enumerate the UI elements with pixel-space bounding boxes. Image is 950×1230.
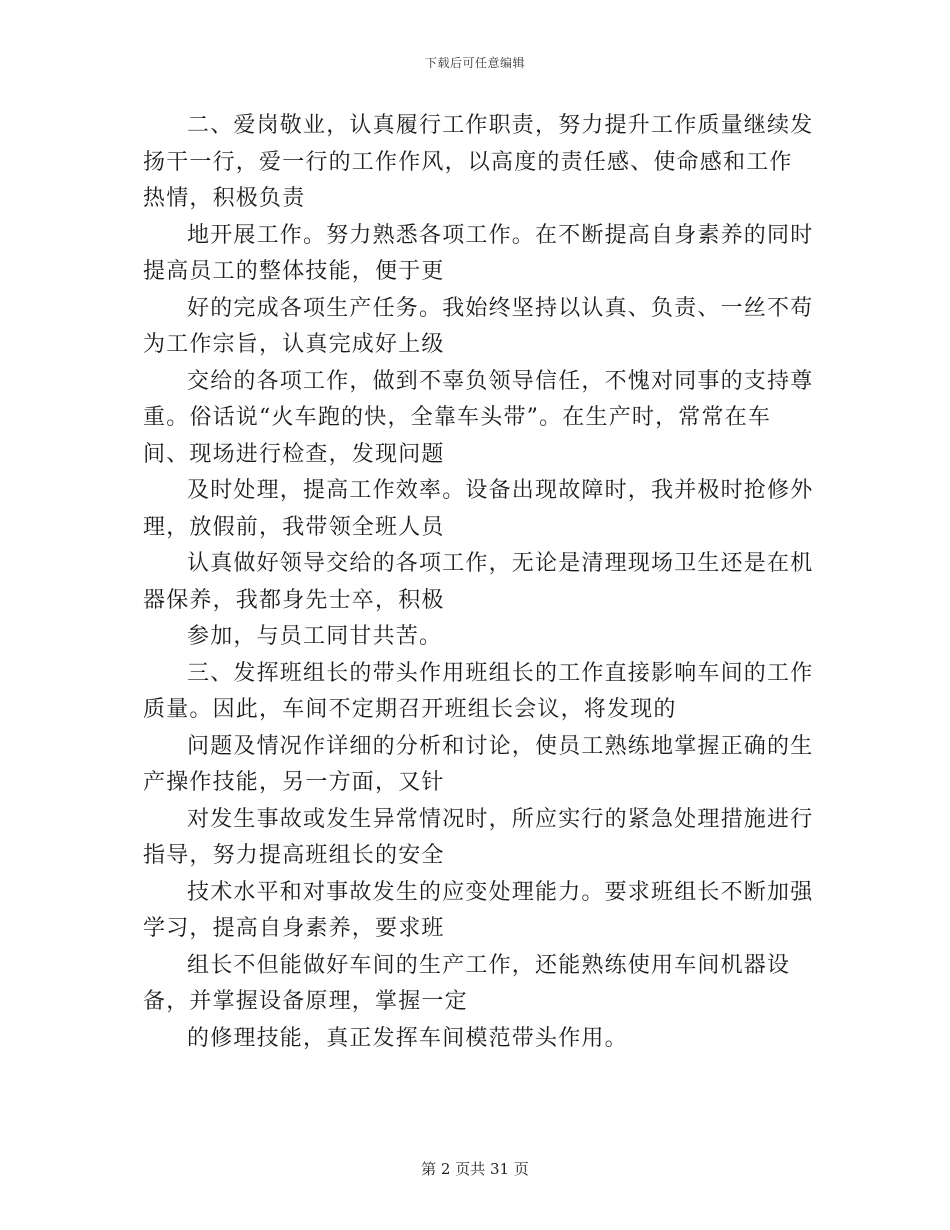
paragraph: 问题及情况作详细的分析和讨论，使员工熟练地掌握正确的生产操作技能，另一方面，又针 [143,733,814,795]
paragraph: 三、发挥班组长的带头作用班组长的工作直接影响车间的工作质量。因此，车间不定期召开班组长会议，将发现的 [143,660,814,722]
paragraph: 好的完成各项生产任务。我始终坚持以认真、负责、一丝不苟为工作宗旨，认真完成好上级 [143,295,814,357]
page-number-footer: 第 2 页共 31 页 [421,1160,529,1178]
page-header: 下载后可任意编辑 [424,56,525,70]
paragraph: 技术水平和对事故发生的应变处理能力。要求班组长不断加强学习，提高自身素养，要求班 [143,879,814,941]
paragraph: 的修理技能，真正发挥车间模范带头作用。 [187,1025,628,1051]
paragraph: 及时处理，提高工作效率。设备出现故障时，我并极时抢修外理，放假前，我带领全班人员 [143,478,814,540]
paragraph: 交给的各项工作，做到不辜负领导信任，不愧对同事的支持尊重。俗话说“火车跑的快，全靠车头带”。在生产时，常常在车间、现场进行检查，发现问题 [143,368,814,467]
document-body [143,108,815,1057]
paragraph: 二、爱岗敬业，认真履行工作职责，努力提升工作质量继续发扬干一行，爱一行的工作作风，以高度的责任感、使命感和工作热情，积极负责 [143,113,814,211]
paragraph: 参加，与员工同甘共苦。 [187,624,443,649]
paragraph: 地开展工作。努力熟悉各项工作。在不断提高自身素养的同时提高员工的整体技能，便于更 [143,222,814,284]
paragraph: 对发生事故或发生异常情况时，所应实行的紧急处理措施进行指导，努力提高班组长的安全 [143,806,814,868]
paragraph: 组长不但能做好车间的生产工作，还能熟练使用车间机器设备，并掌握设备原理，掌握一定 [143,952,791,1014]
paragraph: 认真做好领导交给的各项工作，无论是清理现场卫生还是在机器保养，我都身先士卒，积极 [143,551,814,613]
